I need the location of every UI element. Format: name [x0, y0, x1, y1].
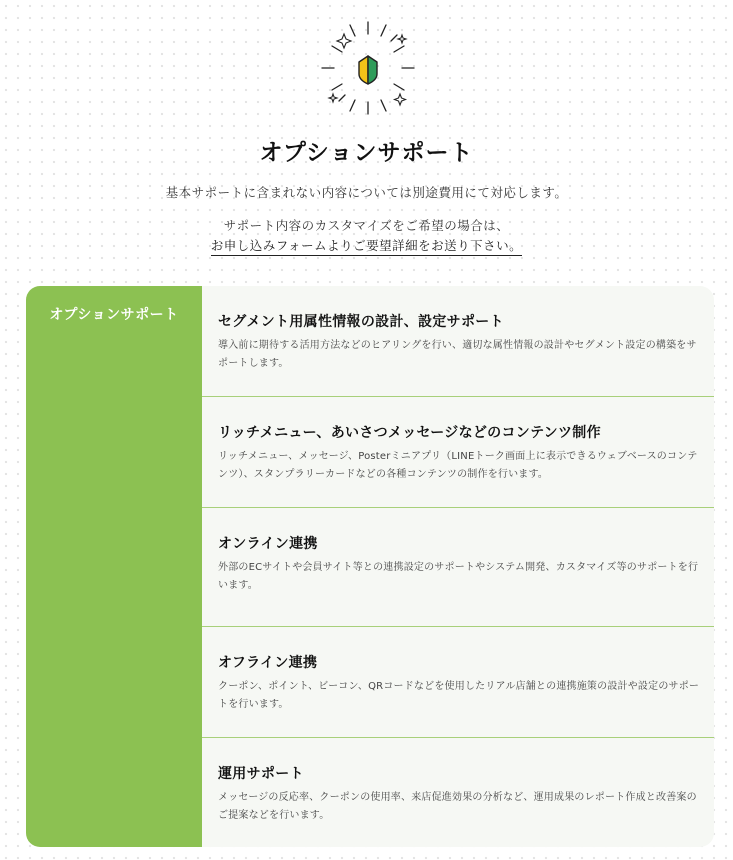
- option-item: [202, 508, 714, 627]
- option-description: リッチメニュー、メッセージ、Posterミニアプリ（LINEトーク画面上に表示できるウェブベースのコンテンツ）、スタンプラリーカードなどの各種コンテンツの制作を行います。: [218, 451, 698, 480]
- application-form-link[interactable]: お申し込みフォームよりご要望詳細をお送り下さい。: [211, 238, 522, 256]
- option-description: クーポン、ポイント、ビーコン、QRコードなどを使用したリアル店舗との連携施策の設計や設定のサポートを行います。: [218, 681, 700, 710]
- option-description: メッセージの反応率、クーポンの使用率、来店促進効果の分析など、運用成果のレポート作成と改善案のご提案などを行います。: [218, 792, 697, 821]
- option-title: オフライン連携: [218, 655, 318, 671]
- panel-label: [26, 286, 202, 847]
- option-title: 運用サポート: [218, 766, 304, 782]
- page-title: オプションサポート: [259, 140, 474, 166]
- option-item: [202, 397, 714, 508]
- note-link-line: [0, 236, 733, 254]
- option-list: [202, 286, 714, 847]
- option-support-panel: [26, 286, 714, 847]
- option-item: [202, 627, 714, 738]
- option-title: セグメント用属性情報の設計、設定サポート: [218, 314, 504, 330]
- option-item: [202, 286, 714, 397]
- panel-label-text: オプションサポート: [49, 307, 179, 323]
- option-description: 外部のECサイトや会員サイト等との連携設定のサポートやシステム開発、カスタマイズ等のサポートを行います。: [218, 562, 699, 591]
- option-title: リッチメニュー、あいさつメッセージなどのコンテンツ制作: [218, 425, 601, 441]
- note-text: サポート内容のカスタマイズをご希望の場合は、: [223, 218, 510, 233]
- option-description: 導入前に期待する活用方法などのヒアリングを行い、適切な属性情報の設計やセグメント設定の構築をサポートします。: [218, 340, 697, 369]
- option-item: [202, 738, 714, 847]
- option-title: オンライン連携: [218, 536, 318, 552]
- beginner-mark-icon: [316, 16, 420, 120]
- lead-text: 基本サポートに含まれない内容については別途費用にて対応します。: [165, 185, 568, 200]
- hero-section: [0, 0, 733, 270]
